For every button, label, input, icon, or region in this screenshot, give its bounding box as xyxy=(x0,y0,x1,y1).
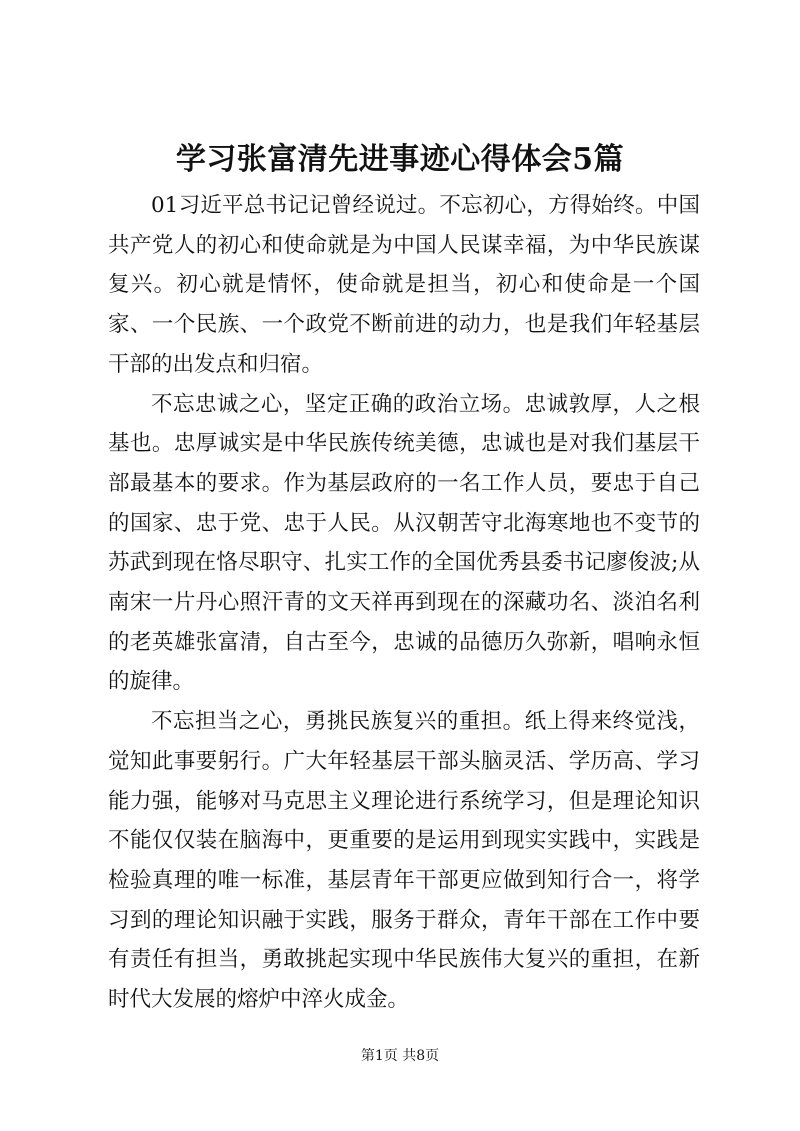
paragraph-3: 不忘担当之心，勇挑民族复兴的重担。纸上得来终觉浅，觉知此事要躬行。广大年轻基层干部头脑灵活、学历高、学习能力强，能够对马克思主义理论进行系统学习，但是理论知识不能仅仅装在脑海中，更重要的是运用到现实实践中，实践是检验真理的唯一标准，基层青年干部更应做到知行合一，将学习到的理论知识融于实践，服务于群众，青年干部在工作中要有责任有担当，勇敢挑起实现中华民族伟大复兴的重担，在新时代大发展的熔炉中淬火成金。 xyxy=(108,709,700,1013)
page-number: 第1页 共8页 xyxy=(360,1048,440,1064)
page-footer xyxy=(0,1046,800,1066)
document-body xyxy=(108,186,700,1020)
paragraph-1: 01习近平总书记记曾经说过。不忘初心，方得始终。中国共产党人的初心和使命就是为中国人民谋幸福，为中华民族谋复兴。初心就是情怀，使命就是担当，初心和使命是一个国家、一个民族、一个政党不断前进的动力，也是我们年轻基层干部的出发点和归宿。 xyxy=(108,193,700,377)
document-title: 学习张富清先进事迹心得体会5篇 xyxy=(175,142,625,177)
paragraph-2: 不忘忠诚之心，坚定正确的政治立场。忠诚敦厚，人之根基也。忠厚诚实是中华民族传统美德，忠诚也是对我们基层干部最基本的要求。作为基层政府的一名工作人员，要忠于自己的国家、忠于党、忠于人民。从汉朝苦守北海寒地也不变节的苏武到现在恪尽职守、扎实工作的全国优秀县委书记廖俊波;从南宋一片丹心照汗青的文天祥再到现在的深藏功名、淡泊名利的老英雄张富清，自古至今，忠诚的品德历久弥新，唱响永恒的旋律。 xyxy=(108,391,700,695)
